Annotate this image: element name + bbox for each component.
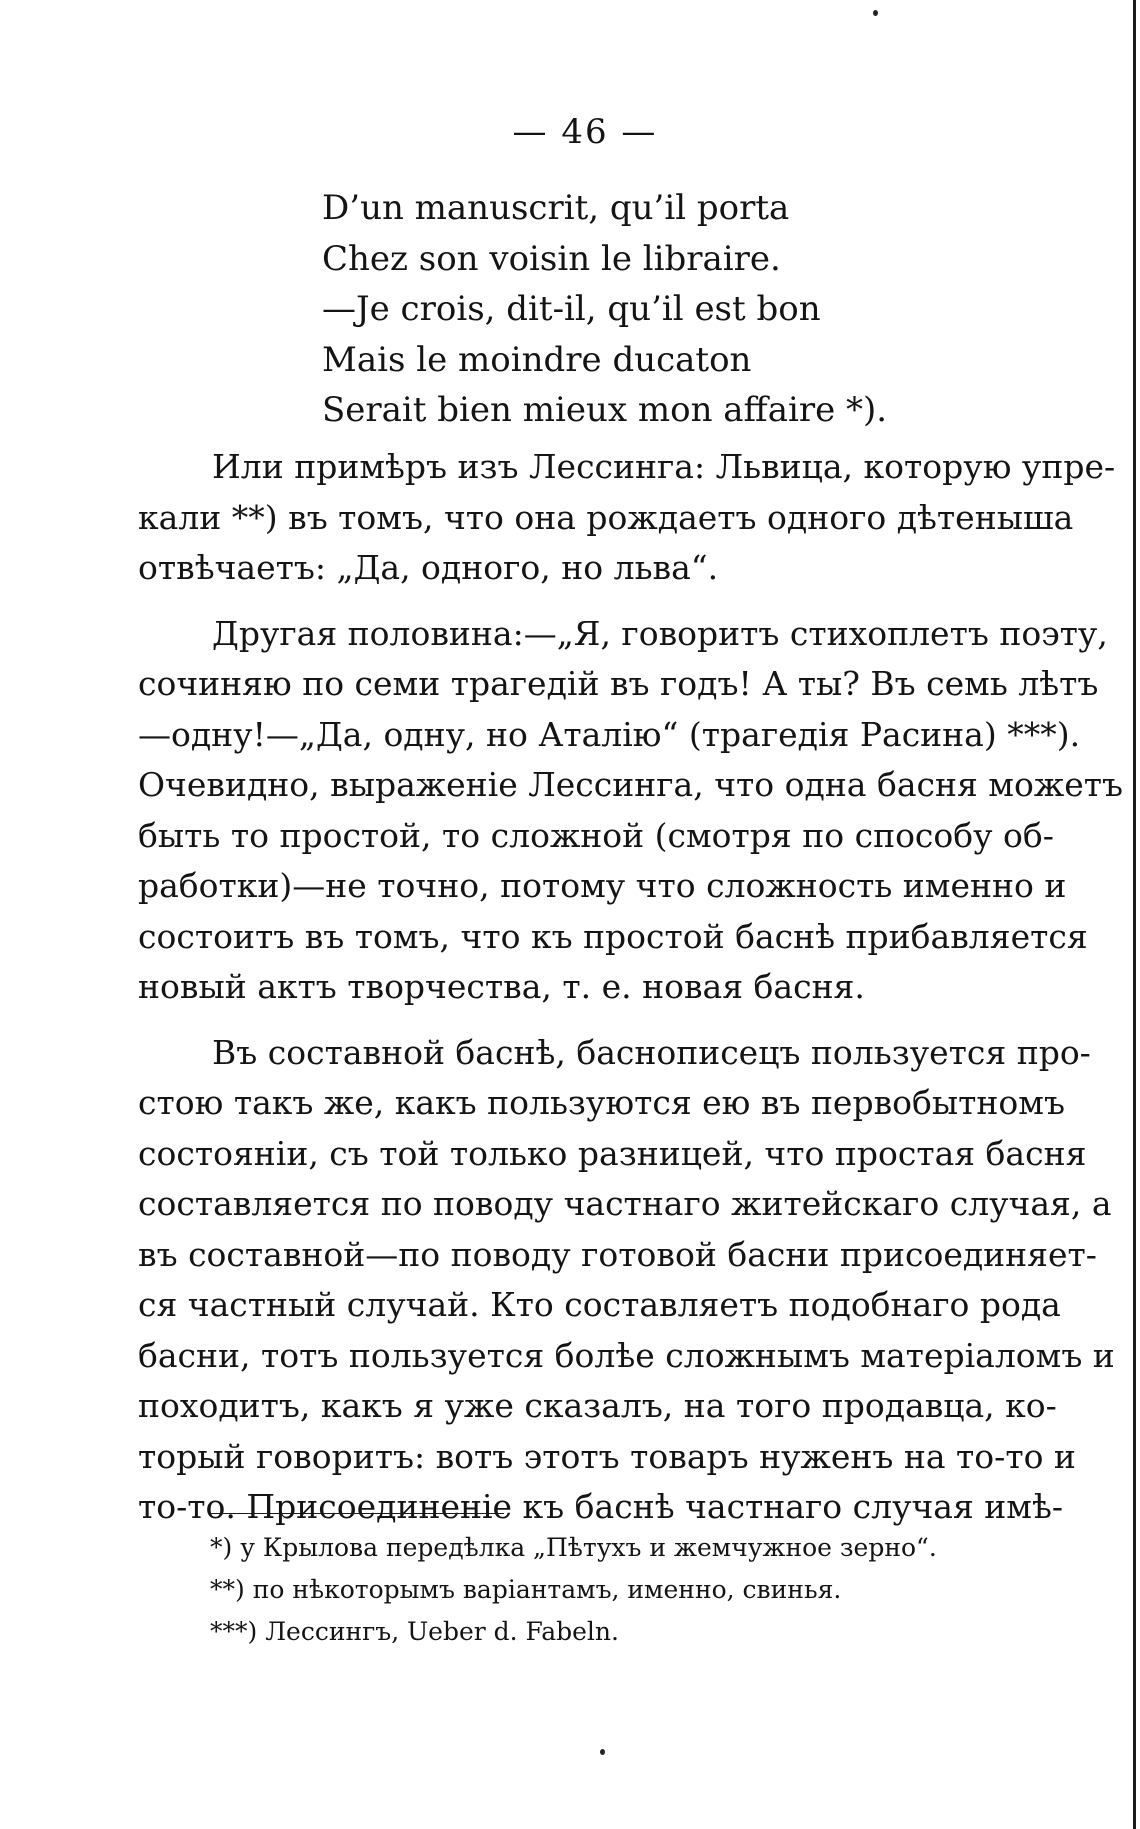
footnote-3: ***) Лессингъ, Ueber d. Fabeln. [210, 1617, 619, 1646]
text-line: сочиняю по семи трагедій въ годъ! А ты? Въ семь лѣтъ [138, 664, 1099, 703]
verse-line: —Je crois, dit-il, qu’il est bon [322, 289, 821, 329]
paragraph-gap [138, 1013, 1038, 1028]
text-line: Или примѣръ изъ Лессинга: Львица, которую упре- [212, 447, 1116, 486]
footnote-divider [208, 1513, 504, 1514]
paragraph-composite-fable [138, 1028, 1115, 1533]
ink-speck [873, 10, 878, 16]
paragraph-lessing-example [138, 442, 1116, 594]
text-line: то-то. Присоединеніе къ баснѣ частнаго случая имѣ- [138, 1487, 1063, 1526]
text-line: походитъ, какъ я уже сказалъ, на того продавца, ко- [138, 1386, 1057, 1425]
ink-speck [600, 1749, 605, 1755]
paragraph-gap [138, 594, 1038, 609]
text-line: Очевидно, выраженіе Лессинга, что одна басня можетъ [138, 765, 1123, 804]
text-line: ся частный случай. Кто составляетъ подобнаго рода [138, 1285, 1061, 1324]
text-line: Другая половина:—„Я, говоритъ стихоплетъ поэту, [212, 613, 1108, 653]
text-line: въ составной—по поводу готовой басни присоединяет- [138, 1234, 1097, 1274]
text-line: басни, тотъ пользуется болѣе сложнымъ матеріаломъ и [138, 1335, 1115, 1375]
verse-block [322, 183, 887, 436]
text-line: —одну!—„Да, одну, но Аталію“ (трагедія Расина) ***). [138, 714, 1081, 754]
text-line: торый говоритъ: вотъ этотъ товаръ нуженъ на то-то и [138, 1436, 1076, 1476]
verse-line: Serait bien mieux mon affaire *). [322, 390, 888, 430]
footnotes [210, 1527, 937, 1653]
footnote-2: **) по нѣкоторымъ варіантамъ, именно, свинья. [210, 1575, 842, 1604]
text-line: составляется по поводу частнаго житейскаго случая, а [138, 1184, 1112, 1223]
page-edge-rule [1133, 0, 1136, 1829]
verse-line: Mais le moindre ducaton [322, 339, 752, 380]
footnote-1: *) у Крылова передѣлка „Пѣтухъ и жемчужное зерно“. [210, 1533, 937, 1562]
text-line: новый актъ творчества, т. е. новая басня. [138, 967, 865, 1006]
verse-line: Chez son voisin le libraire. [322, 238, 781, 279]
text-line: стою такъ же, какъ пользуются ею въ первобытномъ [138, 1083, 1065, 1122]
text-line: работки)—не точно, потому что сложность именно и [138, 866, 1067, 905]
page-number: — 46 — [512, 112, 658, 152]
text-line: состоитъ въ томъ, что къ простой баснѣ прибавляется [138, 916, 1088, 956]
body-text [138, 442, 1123, 1533]
verse-line: D’un manuscrit, qu’il porta [322, 188, 790, 228]
text-line: быть то простой, то сложной (смотря по способу об- [138, 815, 1054, 855]
text-line: Въ составной баснѣ, баснописецъ пользуется про- [212, 1032, 1091, 1072]
text-line: кали **) въ томъ, что она рождаетъ одного дѣтеныша [138, 497, 1074, 537]
text-line: состояніи, съ той только разницей, что простая басня [138, 1133, 1087, 1173]
text-line: отвѣчаетъ: „Да, одного, но льва“. [138, 548, 719, 587]
paragraph-other-half [138, 609, 1123, 1013]
